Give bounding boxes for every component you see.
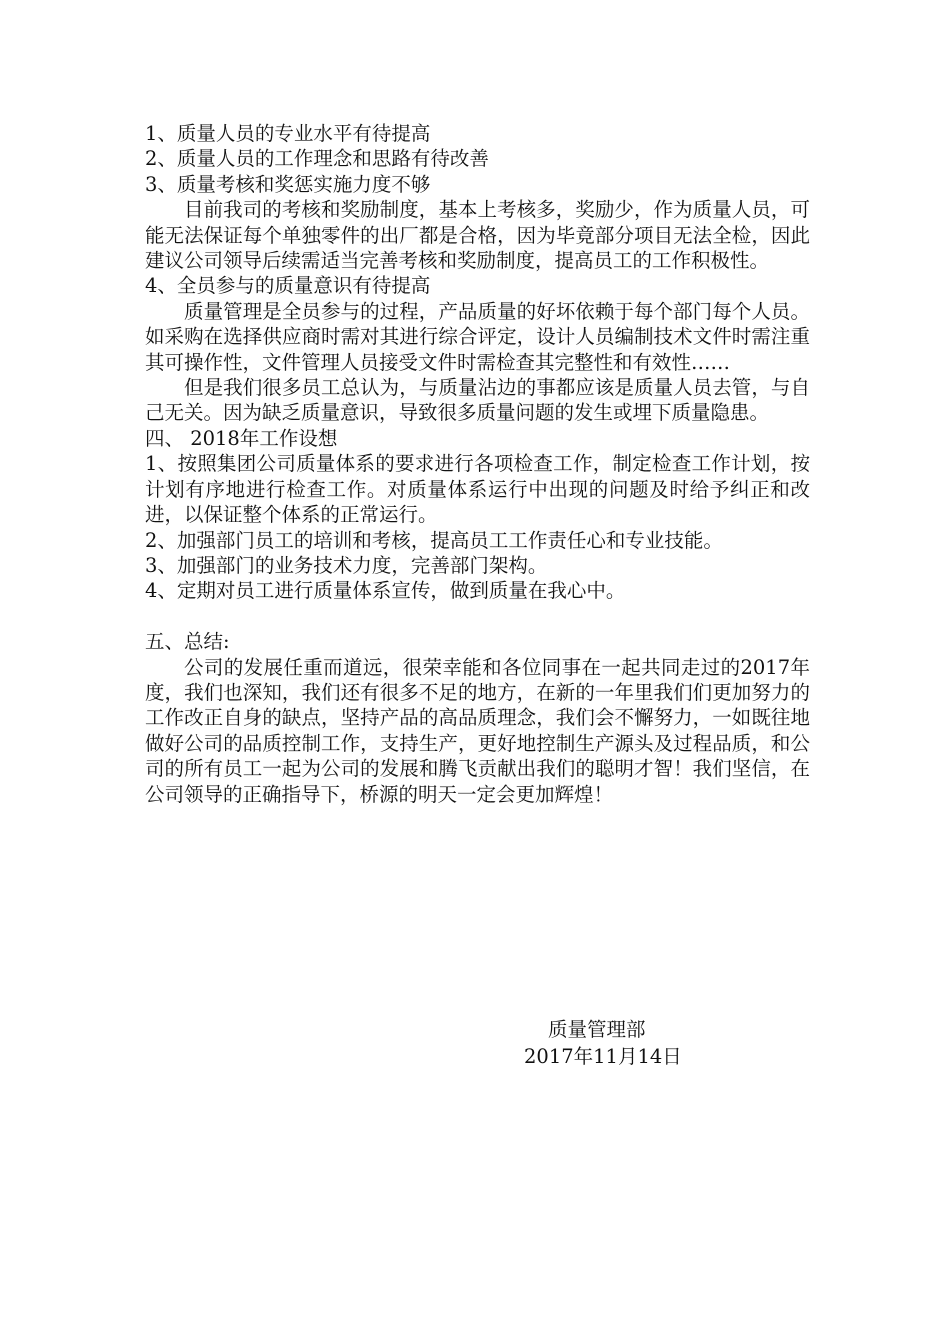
list-item-3: 3、质量考核和奖惩实施力度不够 [145, 172, 431, 196]
plan-item-3: 3、加强部门的业务技术力度，完善部门架构。 [145, 553, 548, 577]
list-item-1: 1、质量人员的专业水平有待提高 [145, 122, 431, 145]
plan-item-2: 2、加强部门员工的培训和考核，提高员工工作责任心和专业技能。 [145, 528, 723, 552]
paragraph-summary: 公司的发展任重而道远，很荣幸能和各位同事在一起共同走过的2017年度，我们也深知，我们还有很多不足的地方，在新的一年里我们们更加努力的工作改正自身的缺点，坚持产品的高品质理念，我们会不懈努力，一如既往地做好公司的品质控制工作，支持生产，更好地控制生产源头及过程品质，和公司的所有员工一起为公司的发展和腾飞贡献出我们的聪明才智！我们坚信，在公司领导的正确指导下，桥源的明天一定会更加辉煌！ [145, 655, 810, 806]
paragraph-quality-management: 质量管理是全员参与的过程，产品质量的好坏依赖于每个部门每个人员。如采购在选择供应商时需对其进行综合评定，设计人员编制技术文件时需注重其可操作性，文件管理人员接受文件时需检查其完整性和有效性…… [145, 299, 810, 374]
document-body [145, 121, 810, 807]
section-heading-summary: 五、总结: [145, 630, 230, 654]
list-item-2: 2、质量人员的工作理念和思路有待改善 [145, 147, 489, 171]
signature-date: 2017年11月14日 [524, 1045, 682, 1068]
section-heading-plan: 四、 2018年工作设想 [145, 426, 338, 450]
paragraph-quality-awareness: 但是我们很多员工总认为，与质量沾边的事都应该是质量人员去管，与自己无关。因为缺乏质量意识，导致很多质量问题的发生或埋下质量隐患。 [145, 376, 810, 425]
plan-item-1: 1、按照集团公司质量体系的要求进行各项检查工作，制定检查工作计划，按计划有序地进行检查工作。对质量体系运行中出现的问题及时给予纠正和改进，以保证整个体系的正常运行。 [145, 452, 810, 527]
blank-line [145, 604, 810, 629]
plan-item-4: 4、定期对员工进行质量体系宣传，做到质量在我心中。 [145, 579, 626, 603]
paragraph-incentive: 目前我司的考核和奖励制度，基本上考核多，奖励少，作为质量人员，可能无法保证每个单独零件的出厂都是合格，因为毕竟部分项目无法全检，因此建议公司领导后续需适当完善考核和奖励制度，提高员工的工作积极性。 [145, 198, 810, 273]
signature-department: 质量管理部 [548, 1018, 646, 1041]
list-item-4: 4、全员参与的质量意识有待提高 [145, 274, 431, 298]
